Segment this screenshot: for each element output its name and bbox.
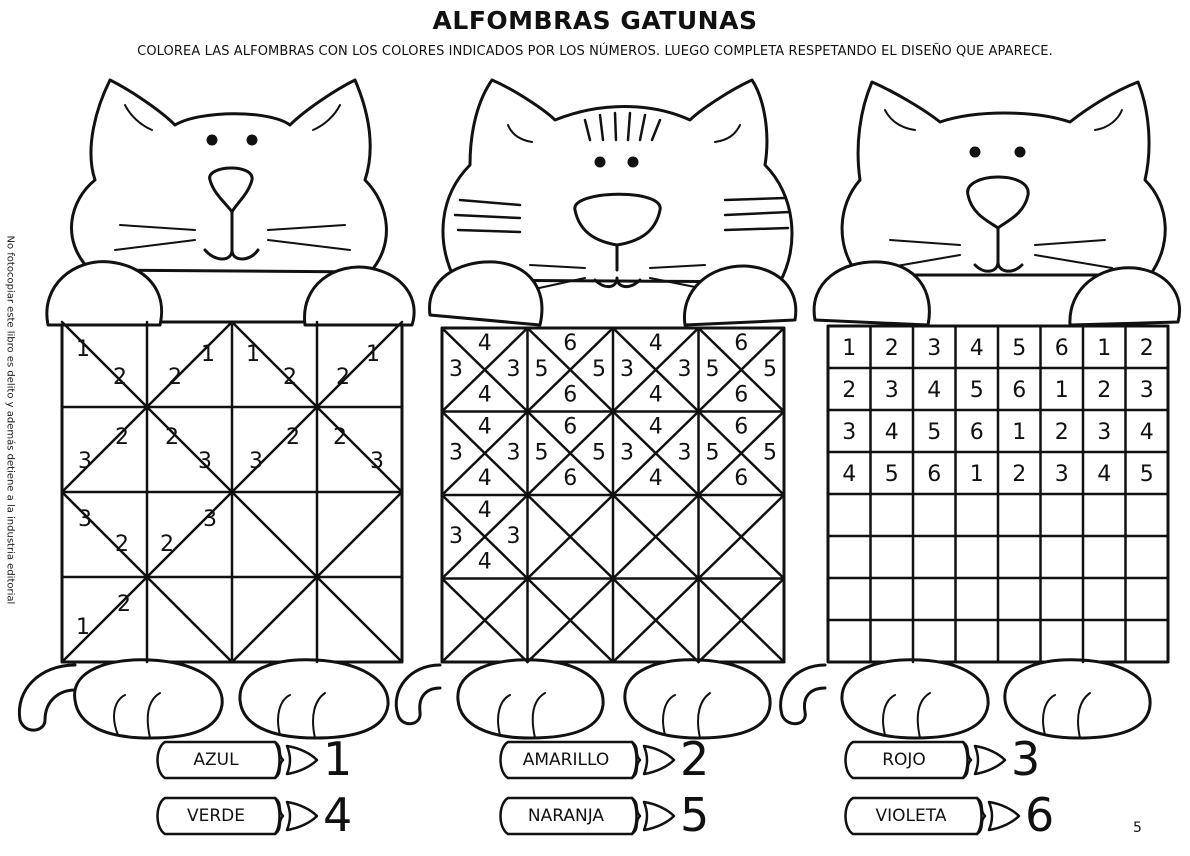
- rug-3-number: 1: [1012, 420, 1027, 445]
- rug-2-number: 4: [477, 331, 492, 356]
- rug-2-number: 3: [620, 440, 634, 466]
- cat-2-eye-right: [629, 158, 637, 166]
- rug-3-number: 5: [969, 378, 984, 403]
- legend-color-name: ROJO: [882, 750, 926, 770]
- rug-1-number: 2: [168, 365, 182, 390]
- rug-2-number: 6: [563, 382, 578, 408]
- cat-1-paw-right: [305, 267, 415, 325]
- rug-3-number: 5: [884, 462, 899, 487]
- rug-3-number: 4: [1097, 462, 1112, 487]
- legend-number: 3: [1011, 732, 1041, 786]
- rug-2-number: 3: [677, 356, 692, 382]
- rug-3-number: 2: [1139, 336, 1154, 361]
- cat-3-tail: [781, 665, 825, 724]
- rug-1-number: 1: [201, 342, 215, 367]
- rug-2-number: 5: [763, 440, 777, 466]
- rug-2-number: 4: [648, 414, 663, 440]
- rug-3-number: 4: [969, 336, 984, 361]
- rug-3-number: 3: [1139, 378, 1154, 403]
- rug-2-number: 3: [449, 356, 463, 382]
- legend-item: [500, 788, 730, 842]
- rug-1-number: 2: [336, 365, 350, 390]
- cat-2-paw-left: [429, 262, 541, 325]
- rug-1-number: 3: [78, 507, 92, 532]
- rug-3-number: 3: [927, 336, 942, 361]
- rug-1-number: 2: [117, 592, 131, 617]
- legend-color-name: VIOLETA: [875, 806, 947, 826]
- rug-1-number: 1: [246, 342, 260, 367]
- rug-2-number: 5: [534, 440, 549, 466]
- rug-2-number: 3: [449, 523, 463, 549]
- cat-3-paw-left: [814, 262, 929, 325]
- worksheet-title: ALFOMBRAS GATUNAS: [432, 6, 758, 35]
- rug-3-number: 2: [842, 378, 857, 403]
- rug-2-number: 3: [449, 440, 463, 466]
- rug-2-number: 4: [648, 382, 663, 408]
- rug-3-number: 5: [927, 420, 942, 445]
- rug-1-number: 3: [198, 449, 212, 474]
- legend-color-name: NARANJA: [527, 806, 605, 826]
- rug-2-number: 4: [648, 466, 663, 491]
- rug-2-number: 3: [506, 523, 521, 549]
- rug-3-number: 2: [1012, 462, 1027, 487]
- side-copyright-note: No fotocopiar este libro es delito y además detiene a la industria editorial: [4, 235, 16, 605]
- rug-1-number: 3: [78, 449, 92, 474]
- cat-1-eye-left: [208, 136, 216, 144]
- rug-1-number: 3: [203, 507, 217, 532]
- rug-1-number: 2: [115, 532, 129, 557]
- rug-1-number: 3: [370, 449, 384, 474]
- rug-2-number: 4: [477, 466, 492, 491]
- rug-2-number: 6: [734, 382, 749, 408]
- rug-3-number: 6: [1012, 378, 1027, 403]
- legend-item: [845, 732, 1075, 786]
- legend-item: [157, 732, 387, 786]
- rug-1-number: 2: [165, 425, 179, 450]
- legend-color-name: AZUL: [193, 750, 239, 770]
- rug-3-number: 3: [1097, 420, 1112, 445]
- rug-2-number: 6: [734, 466, 749, 491]
- rug-2-number: 3: [506, 440, 521, 466]
- rug-3-number: 3: [842, 420, 857, 445]
- rug-2-number: 4: [477, 382, 492, 408]
- rug-2-number: 4: [648, 331, 663, 356]
- legend-number: 4: [323, 788, 353, 842]
- legend-number: 2: [680, 732, 710, 786]
- rug-3-number: 3: [884, 378, 899, 403]
- rug-3-number: 6: [1054, 336, 1069, 361]
- rug-3-number: 6: [927, 462, 942, 487]
- rug-1-number: 1: [366, 342, 380, 367]
- rug-1-number: 1: [76, 337, 90, 362]
- rug-1-number: 2: [283, 365, 297, 390]
- rug-1-number: 2: [333, 425, 347, 450]
- rug-2-number: 6: [734, 331, 749, 356]
- legend-item: [157, 788, 387, 842]
- rug-3-number: 1: [1054, 378, 1069, 403]
- rug-1-number: 2: [113, 365, 127, 390]
- legend-number: 5: [680, 788, 710, 842]
- rug-2-number: 5: [592, 440, 606, 466]
- rug-2-number: 3: [620, 356, 634, 382]
- rug-3-number: 2: [884, 336, 899, 361]
- rug-2-number: 3: [506, 356, 521, 382]
- legend-number: 1: [323, 732, 353, 786]
- rug-3-number: 1: [969, 462, 984, 487]
- rug-3-number: 4: [842, 462, 857, 487]
- rug-3-number: 4: [1139, 420, 1154, 445]
- rug-1-number: 2: [115, 425, 129, 450]
- rug-3-number: 2: [1054, 420, 1069, 445]
- rug-2-number: 4: [477, 414, 492, 440]
- legend-item: [500, 732, 730, 786]
- rug-1-number: 2: [160, 532, 174, 557]
- rug-2-number: 5: [705, 440, 720, 466]
- legend-number: 6: [1025, 788, 1055, 842]
- instructions-text: COLOREA LAS ALFOMBRAS CON LOS COLORES INDICADOS POR LOS NÚMEROS. LUEGO COMPLETA RESPETANDO EL DISEÑO QUE APARECE.: [137, 44, 1053, 59]
- cat-2-tail: [396, 665, 440, 724]
- rug-3-number: 6: [969, 420, 984, 445]
- cat-3-foot-left: [842, 660, 988, 738]
- rug-3-number: 1: [842, 336, 857, 361]
- rug-1-number: 2: [286, 425, 300, 450]
- rug-3-number: 1: [1097, 336, 1112, 361]
- cat-2-foot-left: [458, 660, 603, 738]
- rug-2-grid: [442, 328, 784, 662]
- rug-2-number: 4: [477, 549, 492, 575]
- rug-3-number: 3: [1054, 462, 1069, 487]
- legend-item: [845, 788, 1075, 842]
- rug-2-number: 6: [563, 331, 578, 356]
- rug-3-number: 5: [1139, 462, 1154, 487]
- rug-1-number: 3: [249, 449, 263, 474]
- rug-3-number: 4: [927, 378, 942, 403]
- rug-2-number: 6: [563, 466, 578, 491]
- cat-3-eye-right: [1016, 148, 1024, 156]
- cat-2-eye-left: [596, 158, 604, 166]
- page-number: 5: [1133, 820, 1142, 836]
- legend-color-name: VERDE: [186, 806, 245, 826]
- rug-2-number: 4: [477, 498, 492, 523]
- rug-2-number: 5: [592, 356, 606, 382]
- rug-2-number: 6: [563, 414, 578, 440]
- cat-3-eye-left: [971, 148, 979, 156]
- rug-2-number: 5: [763, 356, 777, 382]
- rug-3-number: 2: [1097, 378, 1112, 403]
- rug-3-number: 5: [1012, 336, 1027, 361]
- rug-3-number: 4: [884, 420, 899, 445]
- cat-1-tail: [19, 665, 75, 730]
- rug-2-number: 5: [705, 356, 720, 382]
- rug-1-number: 1: [76, 615, 90, 640]
- cat-2: [396, 80, 796, 738]
- rug-2-number: 6: [734, 414, 749, 440]
- cat-1-eye-right: [248, 136, 256, 144]
- legend-color-name: AMARILLO: [522, 750, 610, 770]
- rug-2-number: 3: [677, 440, 692, 466]
- rug-2-number: 5: [534, 356, 549, 382]
